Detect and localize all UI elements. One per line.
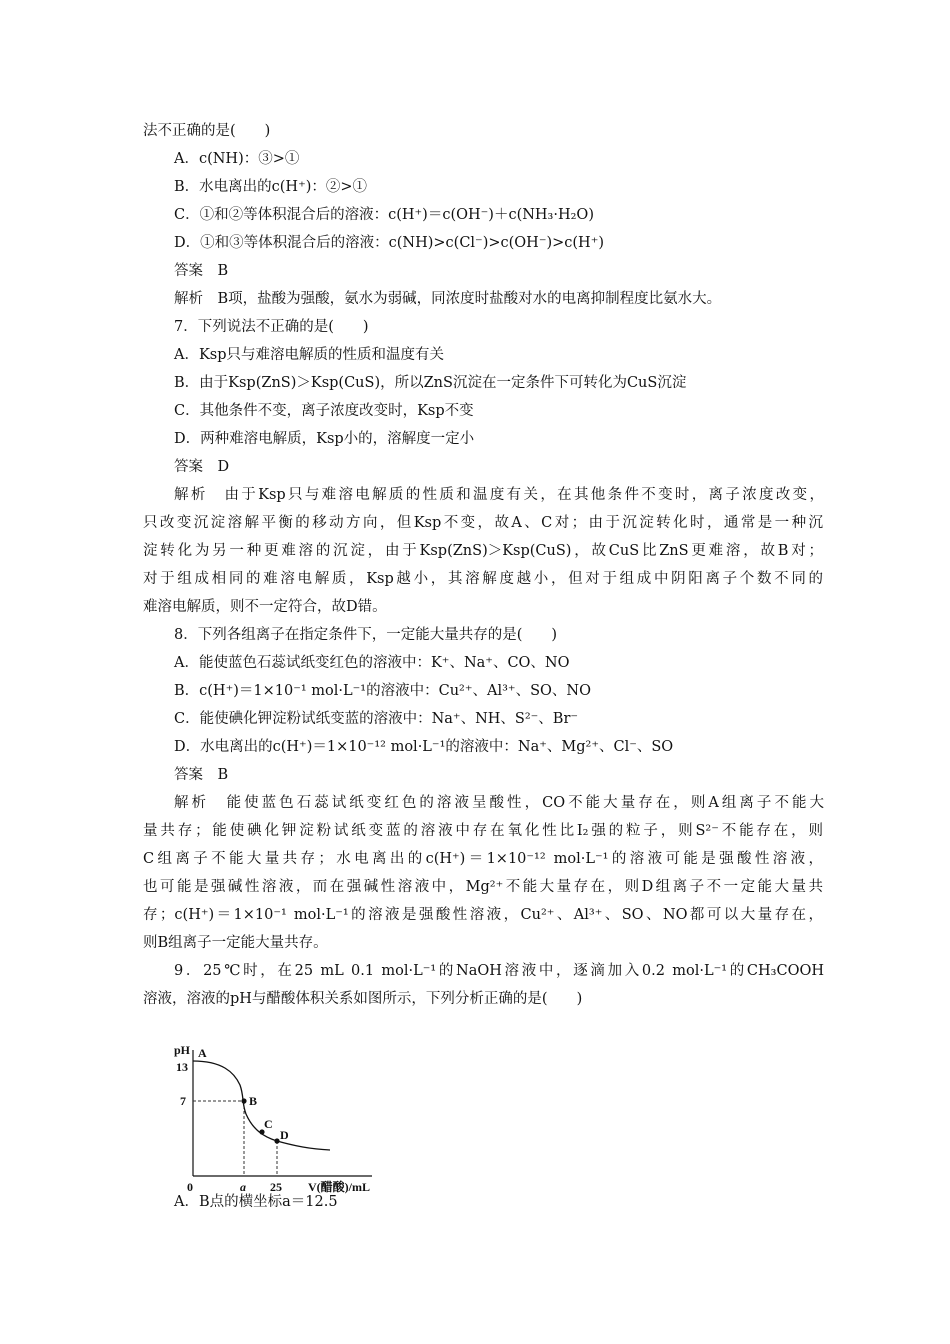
option-d: D．①和③等体积混合后的溶液：c(NH)>c(Cl⁻)>c(OH⁻)>c(H⁺) xyxy=(174,235,605,251)
text-line: 淀转化为另一种更难溶的沉淀，由于Ksp(ZnS)＞Ksp(CuS)，故CuS比ZnS更难溶，故B对； xyxy=(143,543,823,559)
ph-titration-figure xyxy=(160,1038,400,1198)
x-tick-a: a xyxy=(240,1180,246,1194)
option-b: B．由于Ksp(ZnS)＞Ksp(CuS)，所以ZnS沉淀在一定条件下可转化为CuS沉淀 xyxy=(174,375,687,391)
answer: 答案 D xyxy=(174,459,230,475)
option-c: C．其他条件不变，离子浓度改变时，Ksp不变 xyxy=(174,403,474,419)
analysis: 解析 B项，盐酸为强酸，氨水为弱碱，同浓度时盐酸对水的电离抑制程度比氨水大。 xyxy=(174,291,722,307)
option-a: A．能使蓝色石蕊试纸变红色的溶液中：K⁺、Na⁺、CO、NO xyxy=(174,655,570,671)
point-c-label: C xyxy=(264,1117,273,1131)
point-d xyxy=(274,1138,279,1143)
ph-curve xyxy=(193,1061,330,1150)
analysis: 解析 能使蓝色石蕊试纸变红色的溶液呈酸性，CO不能大量存在，则A组离子不能大 xyxy=(174,795,824,811)
y-axis-label: pH xyxy=(174,1043,191,1057)
option-a: A．Ksp只与难溶电解质的性质和温度有关 xyxy=(174,347,445,363)
option-d: D．水电离出的c(H⁺)＝1×10⁻¹² mol·L⁻¹的溶液中：Na⁺、Mg²⁺、Cl⁻、SO xyxy=(174,739,674,755)
text-line: 难溶电解质，则不一定符合，故D错。 xyxy=(143,599,387,615)
text-line: C组离子不能大量共存；水电离出的c(H⁺)＝1×10⁻¹² mol·L⁻¹的溶液可能是强酸性溶液， xyxy=(143,851,823,867)
point-b-label: B xyxy=(249,1094,258,1108)
point-a-label: A xyxy=(198,1046,207,1060)
x-axis-label: V(醋酸)/mL xyxy=(308,1180,370,1194)
question-7: 7．下列说法不正确的是( ) xyxy=(174,319,369,335)
text-line: 量共存；能使碘化钾淀粉试纸变蓝的溶液中存在氧化性比I₂强的粒子，则S²⁻不能存在，则 xyxy=(143,823,823,839)
text-line: 对于组成相同的难溶电解质，Ksp越小，其溶解度越小，但对于组成中阴阳离子个数不同的 xyxy=(143,571,823,587)
text-line: 则B组离子一定能大量共存。 xyxy=(143,935,328,951)
question-9: 9．25℃时，在25 mL 0.1 mol·L⁻¹的NaOH溶液中，逐滴加入0.2 mol·L⁻¹的CH₃COOH xyxy=(174,963,824,979)
option-d: D．两种难溶电解质，Ksp小的，溶解度一定小 xyxy=(174,431,475,447)
option-a: A．c(NH)：③>① xyxy=(174,151,300,167)
text-line: 也可能是强碱性溶液，而在强碱性溶液中，Mg²⁺不能大量存在，则D组离子不一定能大量共 xyxy=(143,879,823,895)
question-8: 8．下列各组离子在指定条件下，一定能大量共存的是( ) xyxy=(174,627,558,643)
y-tick-13: 13 xyxy=(176,1060,188,1074)
answer: 答案 B xyxy=(174,767,229,783)
point-d-label: D xyxy=(280,1128,289,1142)
x-tick-25: 25 xyxy=(270,1180,282,1194)
text-line: 只改变沉淀溶解平衡的移动方向，但Ksp不变，故A、C对；由于沉淀转化时，通常是一种沉 xyxy=(143,515,823,531)
y-tick-7: 7 xyxy=(180,1094,186,1108)
origin-label: 0 xyxy=(187,1180,193,1194)
option-b: B．c(H⁺)＝1×10⁻¹ mol·L⁻¹的溶液中：Cu²⁺、Al³⁺、SO、NO xyxy=(174,683,591,699)
point-b xyxy=(241,1098,246,1103)
text-line: 法不正确的是( ) xyxy=(143,123,271,139)
option-c: C．①和②等体积混合后的溶液：c(H⁺)＝c(OH⁻)＋c(NH₃·H₂O) xyxy=(174,207,594,223)
option-a: A．B点的横坐标a＝12.5 xyxy=(174,1194,338,1210)
analysis: 解析 由于Ksp只与难溶电解质的性质和温度有关，在其他条件不变时，离子浓度改变， xyxy=(174,487,824,503)
text-line: 存；c(H⁺)＝1×10⁻¹ mol·L⁻¹的溶液是强酸性溶液，Cu²⁺、Al³⁺、SO、NO都可以大量存在， xyxy=(143,907,823,923)
option-b: B．水电离出的c(H⁺)：②>① xyxy=(174,179,368,195)
text-line: 溶液，溶液的pH与醋酸体积关系如图所示，下列分析正确的是( ) xyxy=(143,991,583,1007)
answer: 答案 B xyxy=(174,263,229,279)
option-c: C．能使碘化钾淀粉试纸变蓝的溶液中：Na⁺、NH、S²⁻、Br⁻ xyxy=(174,711,579,727)
